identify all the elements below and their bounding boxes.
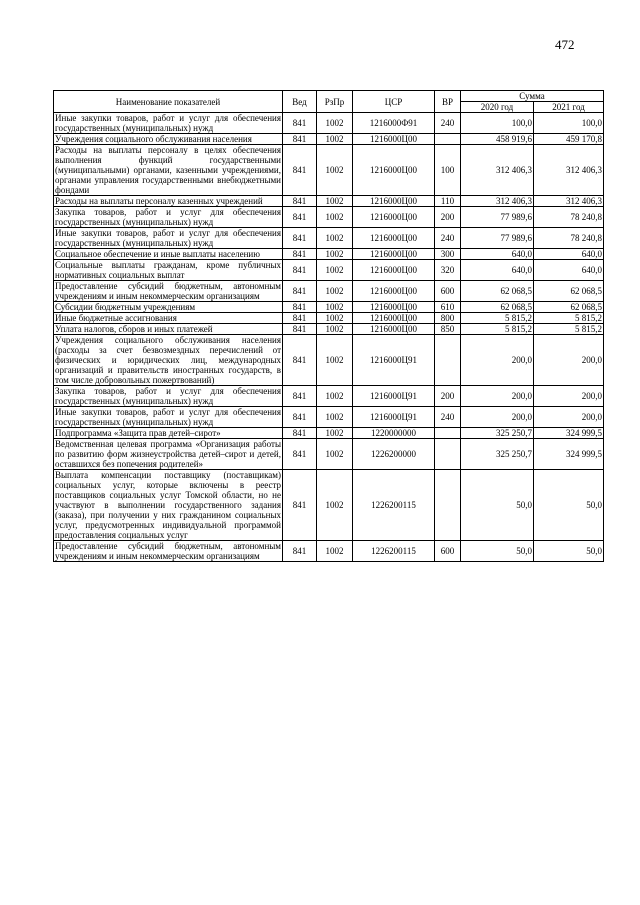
cell-y2021: 200,0 xyxy=(534,407,604,428)
col-header-vr: ВР xyxy=(435,91,461,113)
cell-rzpr: 1002 xyxy=(317,207,353,228)
cell-vr: 110 xyxy=(435,196,461,207)
cell-name: Иные закупки товаров, работ и услуг для обеспечения государственных (муниципальных) нужд xyxy=(55,407,281,427)
cell-y2021: 640,0 xyxy=(534,249,604,260)
cell-name: Уплата налогов, сборов и иных платежей xyxy=(54,324,283,335)
table-row xyxy=(54,313,604,324)
table-row xyxy=(54,228,604,249)
cell-name: Иные закупки товаров, работ и услуг для обеспечения государственных (муниципальных) нужд xyxy=(55,228,281,248)
col-header-2021: 2021 год xyxy=(534,102,604,113)
cell-rzpr: 1002 xyxy=(317,541,353,562)
cell-rzpr: 1002 xyxy=(317,324,353,335)
cell-csr: 1226200115 xyxy=(353,470,435,541)
cell-y2020: 325 250,7 xyxy=(461,428,534,439)
cell-rzpr: 1002 xyxy=(317,134,353,145)
cell-name: Субсидии бюджетным учреждениям xyxy=(54,302,283,313)
cell-y2020: 62 068,5 xyxy=(461,302,534,313)
cell-csr: 1216000Ц00 xyxy=(353,324,435,335)
cell-name: Закупка товаров, работ и услуг для обеспечения государственных (муниципальных) нужд xyxy=(55,207,281,227)
cell-vr: 200 xyxy=(435,207,461,228)
cell-y2020: 325 250,7 xyxy=(461,439,534,470)
table-row xyxy=(54,324,604,335)
cell-vr xyxy=(435,470,461,541)
cell-y2020: 77 989,6 xyxy=(461,228,534,249)
cell-csr: 1216000Ц00 xyxy=(353,207,435,228)
cell-vr: 100 xyxy=(435,145,461,196)
cell-y2021: 50,0 xyxy=(534,541,604,562)
cell-name: Подпрограмма «Защита прав детей–сирот» xyxy=(54,428,283,439)
table-row xyxy=(54,207,604,228)
cell-rzpr: 1002 xyxy=(317,439,353,470)
cell-y2020: 640,0 xyxy=(461,249,534,260)
table-row xyxy=(54,335,604,386)
cell-name: Предоставление субсидий бюджетным, автономным учреждениям и иным некоммерческим организациям xyxy=(55,541,281,561)
table-row xyxy=(54,134,604,145)
cell-vr: 240 xyxy=(435,407,461,428)
cell-rzpr: 1002 xyxy=(317,335,353,386)
table-row xyxy=(54,196,604,207)
cell-name: Закупка товаров, работ и услуг для обеспечения государственных (муниципальных) нужд xyxy=(55,386,281,406)
cell-ved: 841 xyxy=(283,260,317,281)
cell-ved: 841 xyxy=(283,228,317,249)
cell-rzpr: 1002 xyxy=(317,260,353,281)
cell-y2021: 324 999,5 xyxy=(534,439,604,470)
col-header-2020: 2020 год xyxy=(461,102,534,113)
cell-ved: 841 xyxy=(283,313,317,324)
cell-y2021: 62 068,5 xyxy=(534,302,604,313)
cell-ved: 841 xyxy=(283,249,317,260)
cell-ved: 841 xyxy=(283,324,317,335)
cell-csr: 1216000Ц00 xyxy=(353,196,435,207)
table-body xyxy=(54,113,604,562)
cell-name: Расходы на выплаты персоналу казенных учреждений xyxy=(54,196,283,207)
cell-y2020: 312 406,3 xyxy=(461,196,534,207)
cell-ved: 841 xyxy=(283,113,317,134)
cell-csr: 1216000Ц00 xyxy=(353,260,435,281)
page-number: 472 xyxy=(555,37,575,52)
cell-y2021: 78 240,8 xyxy=(534,207,604,228)
cell-y2020: 5 815,2 xyxy=(461,324,534,335)
cell-ved: 841 xyxy=(283,386,317,407)
cell-rzpr: 1002 xyxy=(317,113,353,134)
cell-y2021: 324 999,5 xyxy=(534,428,604,439)
cell-y2021: 100,0 xyxy=(534,113,604,134)
table-row xyxy=(54,260,604,281)
cell-csr: 1226200115 xyxy=(353,541,435,562)
cell-y2020: 62 068,5 xyxy=(461,281,534,302)
cell-csr: 1216000Ц00 xyxy=(353,281,435,302)
cell-rzpr: 1002 xyxy=(317,407,353,428)
cell-vr: 240 xyxy=(435,228,461,249)
cell-y2020: 640,0 xyxy=(461,260,534,281)
cell-rzpr: 1002 xyxy=(317,428,353,439)
cell-y2021: 5 815,2 xyxy=(534,313,604,324)
cell-name: Социальное обеспечение и иные выплаты населению xyxy=(54,249,283,260)
cell-vr: 600 xyxy=(435,281,461,302)
cell-rzpr: 1002 xyxy=(317,281,353,302)
cell-ved: 841 xyxy=(283,196,317,207)
cell-ved: 841 xyxy=(283,302,317,313)
table-row xyxy=(54,113,604,134)
cell-vr xyxy=(435,134,461,145)
col-header-sum: Сумма xyxy=(461,91,604,102)
cell-ved: 841 xyxy=(283,428,317,439)
cell-rzpr: 1002 xyxy=(317,196,353,207)
cell-y2021: 312 406,3 xyxy=(534,196,604,207)
cell-csr: 1216000Ф91 xyxy=(353,113,435,134)
cell-name: Учреждения социального обслуживания населения xyxy=(54,134,283,145)
cell-rzpr: 1002 xyxy=(317,228,353,249)
cell-name: Иные закупки товаров, работ и услуг для обеспечения государственных (муниципальных) нужд xyxy=(55,113,281,133)
cell-y2020: 50,0 xyxy=(461,541,534,562)
cell-y2021: 78 240,8 xyxy=(534,228,604,249)
cell-y2020: 50,0 xyxy=(461,470,534,541)
cell-csr: 1216000Ц91 xyxy=(353,407,435,428)
cell-y2021: 459 170,8 xyxy=(534,134,604,145)
cell-ved: 841 xyxy=(283,541,317,562)
cell-csr: 1216000Ц91 xyxy=(353,335,435,386)
table-row xyxy=(54,428,604,439)
cell-csr: 1216000Ц00 xyxy=(353,249,435,260)
cell-name: Расходы на выплаты персоналу в целях обеспечения выполнения функций государственными (муниципальными) органами, казенными учреждениями, органами управления государственными внебюджетными фондами xyxy=(55,145,281,195)
cell-y2020: 5 815,2 xyxy=(461,313,534,324)
cell-rzpr: 1002 xyxy=(317,386,353,407)
cell-csr: 1226200000 xyxy=(353,439,435,470)
cell-csr: 1216000Ц00 xyxy=(353,302,435,313)
col-header-rzpr: РзПр xyxy=(317,91,353,113)
cell-csr: 1216000Ц00 xyxy=(353,134,435,145)
cell-rzpr: 1002 xyxy=(317,313,353,324)
cell-ved: 841 xyxy=(283,335,317,386)
table-row xyxy=(54,386,604,407)
cell-ved: 841 xyxy=(283,470,317,541)
cell-csr: 1216000Ц00 xyxy=(353,228,435,249)
cell-vr xyxy=(435,439,461,470)
cell-y2021: 5 815,2 xyxy=(534,324,604,335)
cell-vr: 600 xyxy=(435,541,461,562)
col-header-name: Наименование показателей xyxy=(54,91,283,113)
table-row xyxy=(54,302,604,313)
cell-ved: 841 xyxy=(283,281,317,302)
table-header xyxy=(54,91,604,113)
cell-rzpr: 1002 xyxy=(317,249,353,260)
cell-vr: 300 xyxy=(435,249,461,260)
cell-rzpr: 1002 xyxy=(317,145,353,196)
cell-name: Выплата компенсации поставщику (поставщикам) социальных услуг, которые включены в реестр поставщиков социальных услуг Томской области, но не участвуют в выполнении государственного задания (заказа), при получении у них гражданином социальных услуг, предусмотренных индивидуальной программой предоставления социальных услуг xyxy=(55,470,281,540)
cell-y2020: 200,0 xyxy=(461,386,534,407)
cell-vr: 320 xyxy=(435,260,461,281)
cell-name: Иные бюджетные ассигнования xyxy=(54,313,283,324)
table-row xyxy=(54,145,604,196)
cell-y2020: 312 406,3 xyxy=(461,145,534,196)
cell-name: Социальные выплаты гражданам, кроме публичных нормативных социальных выплат xyxy=(55,260,281,280)
table-row xyxy=(54,407,604,428)
cell-y2020: 100,0 xyxy=(461,113,534,134)
col-header-ved: Вед xyxy=(283,91,317,113)
cell-name: Ведомственная целевая программа «Организация работы по развитию форм жизнеустройства детей–сирот и детей, оставшихся без попечения родителей» xyxy=(55,439,281,469)
cell-name: Учреждения социального обслуживания населения (расходы за счет безвозмездных перечислений от физических и юридических лиц, международных организаций и правительств иностранных государств, в том числе добровольных пожертвований) xyxy=(55,335,281,385)
table-row xyxy=(54,249,604,260)
cell-ved: 841 xyxy=(283,439,317,470)
cell-csr: 1216000Ц00 xyxy=(353,313,435,324)
cell-y2021: 312 406,3 xyxy=(534,145,604,196)
cell-ved: 841 xyxy=(283,134,317,145)
cell-vr: 240 xyxy=(435,113,461,134)
table-row xyxy=(54,439,604,470)
cell-vr xyxy=(435,428,461,439)
cell-y2021: 640,0 xyxy=(534,260,604,281)
table-row xyxy=(54,470,604,541)
cell-rzpr: 1002 xyxy=(317,302,353,313)
cell-ved: 841 xyxy=(283,207,317,228)
cell-vr xyxy=(435,335,461,386)
cell-ved: 841 xyxy=(283,407,317,428)
cell-y2020: 458 919,6 xyxy=(461,134,534,145)
cell-rzpr: 1002 xyxy=(317,470,353,541)
cell-y2020: 200,0 xyxy=(461,407,534,428)
cell-name: Предоставление субсидий бюджетным, автономным учреждениям и иным некоммерческим организациям xyxy=(55,281,281,301)
col-header-csr: ЦСР xyxy=(353,91,435,113)
cell-vr: 610 xyxy=(435,302,461,313)
cell-vr: 200 xyxy=(435,386,461,407)
cell-csr: 1220000000 xyxy=(353,428,435,439)
table-row xyxy=(54,281,604,302)
cell-vr: 850 xyxy=(435,324,461,335)
cell-y2020: 200,0 xyxy=(461,335,534,386)
cell-csr: 1216000Ц00 xyxy=(353,145,435,196)
table-row xyxy=(54,541,604,562)
cell-y2020: 77 989,6 xyxy=(461,207,534,228)
cell-ved: 841 xyxy=(283,145,317,196)
cell-y2021: 62 068,5 xyxy=(534,281,604,302)
cell-y2021: 50,0 xyxy=(534,470,604,541)
cell-vr: 800 xyxy=(435,313,461,324)
budget-table xyxy=(53,90,604,562)
cell-csr: 1216000Ц91 xyxy=(353,386,435,407)
cell-y2021: 200,0 xyxy=(534,335,604,386)
cell-y2021: 200,0 xyxy=(534,386,604,407)
